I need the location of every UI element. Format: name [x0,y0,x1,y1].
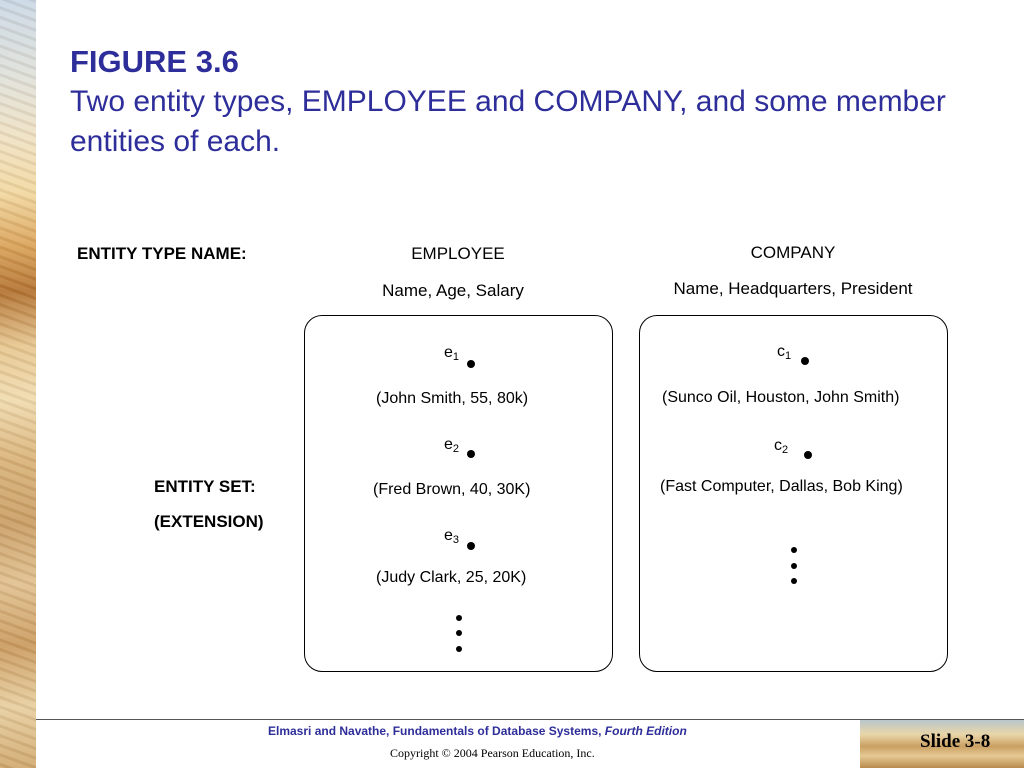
footer-edition: Fourth Edition [604,724,687,738]
employee-entity-1-value: (John Smith, 55, 80k) [376,390,529,407]
extension-label: (EXTENSION) [154,512,264,531]
employee-attributes: Name, Age, Salary [382,281,524,300]
company-ellipsis-dot [791,547,797,553]
employee-entity-1-dot [467,360,475,368]
employee-entity-set-box [304,315,613,672]
footer-book-citation [268,724,687,738]
employee-ellipsis-dot [456,615,462,621]
company-ellipsis-dot [791,578,797,584]
employee-ellipsis-dot [456,630,462,636]
entity-type-name-label: ENTITY TYPE NAME: [77,244,247,263]
company-entity-2-value: (Fast Computer, Dallas, Bob King) [660,478,903,495]
employee-ellipsis-dot [456,646,462,652]
company-attributes: Name, Headquarters, President [673,279,913,298]
footer-book-title: Elmasri and Navathe, Fundamentals of Database Systems, [268,724,602,738]
slide-title [70,44,970,162]
company-entity-1-id: $c_1$ [777,343,792,362]
company-entity-1-dot [801,357,809,365]
slide-number: Slide 3-8 [920,731,991,752]
company-entity-2-dot [804,451,812,459]
company-entity-1-value: (Sunco Oil, Houston, John Smith) [662,389,900,406]
employee-entity-3-value: (Judy Clark, 25, 20K) [376,569,527,586]
left-decorative-strip [0,0,36,768]
figure-caption: Two entity types, EMPLOYEE and COMPANY, and some member entities of each. [70,85,946,158]
footer-copyright: Copyright © 2004 Pearson Education, Inc. [390,746,595,760]
figure-label: FIGURE 3.6 [70,44,239,79]
entity-set-label: ENTITY SET: [154,477,256,496]
employee-entity-1-id: $e_1$ [444,344,460,363]
company-entity-set-box [639,315,948,672]
employee-entity-3-id: $e_3$ [444,527,460,546]
employee-type-name: EMPLOYEE [411,244,505,263]
company-entity-2-id: $c_2$ [774,437,789,456]
company-ellipsis-dot [791,563,797,569]
employee-entity-3-dot [467,542,475,550]
employee-entity-2-value: (Fred Brown, 40, 30K) [373,481,531,498]
employee-entity-2-dot [467,450,475,458]
company-type-name: COMPANY [750,243,836,262]
employee-entity-2-id: $e_2$ [444,436,460,455]
